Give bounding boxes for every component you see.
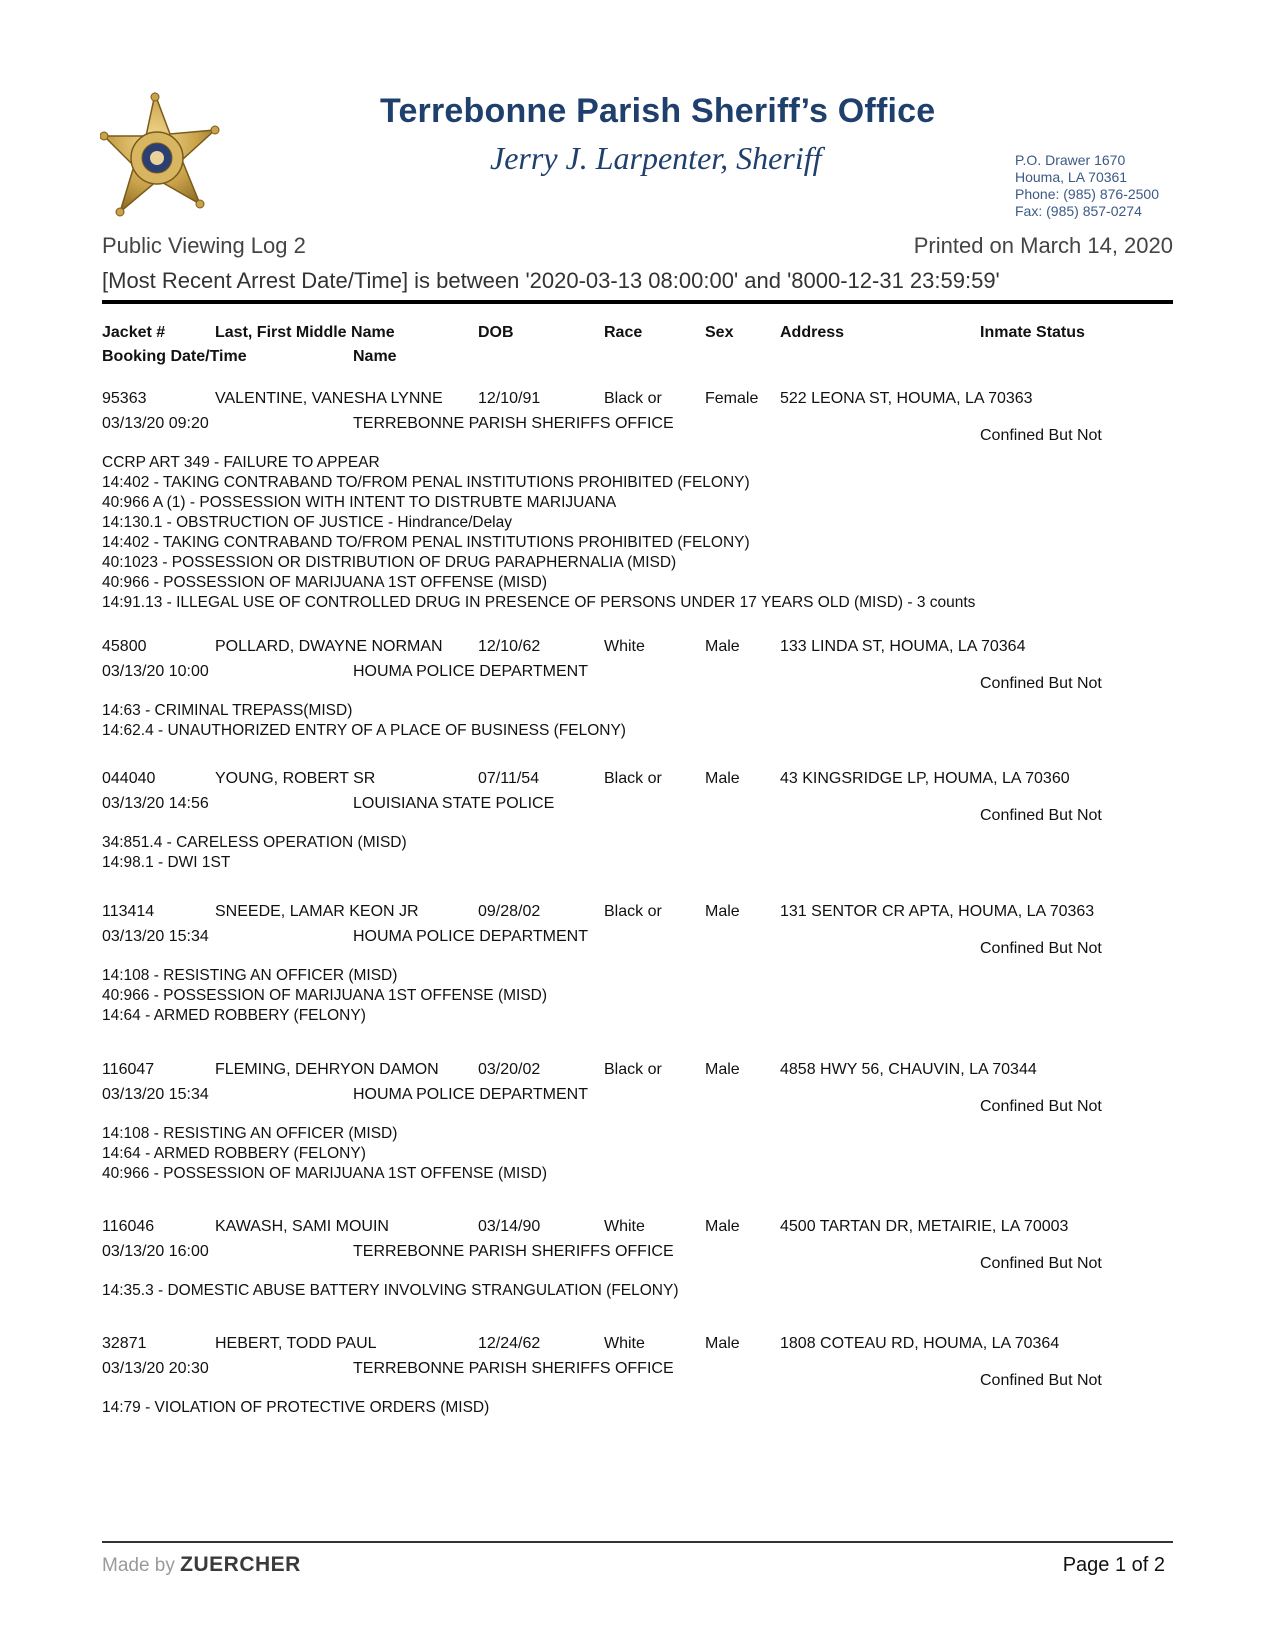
jacket-number: 32871	[102, 1335, 147, 1352]
charge: 40:966 - POSSESSION OF MARIJUANA 1ST OFFENSE (MISD)	[102, 574, 548, 591]
printed-date: Printed on March 14, 2020	[913, 233, 1173, 258]
arresting-agency: LOUISIANA STATE POLICE	[353, 795, 555, 812]
sex: Male	[705, 1218, 740, 1235]
column-header-agency: Name	[353, 348, 397, 365]
contact-line: Phone: (985) 876-2500	[1015, 186, 1159, 202]
jacket-number: 95363	[102, 390, 147, 407]
race: Black or	[604, 770, 662, 787]
booking-datetime: 03/13/20 14:56	[102, 795, 209, 812]
header-divider	[102, 300, 1173, 304]
sex: Male	[705, 638, 740, 655]
footer-divider	[102, 1541, 1173, 1543]
arresting-agency: TERREBONNE PARISH SHERIFFS OFFICE	[353, 1243, 674, 1260]
charge: 14:64 - ARMED ROBBERY (FELONY)	[102, 1145, 366, 1162]
charge: 14:402 - TAKING CONTRABAND TO/FROM PENAL INSTITUTIONS PROHIBITED (FELONY)	[102, 534, 750, 551]
address: 4858 HWY 56, CHAUVIN, LA 70344	[780, 1061, 1037, 1078]
booking-datetime: 03/13/20 10:00	[102, 663, 209, 680]
jacket-number: 45800	[102, 638, 147, 655]
page-number: Page 1 of 2	[1062, 1554, 1165, 1576]
charge: 14:79 - VIOLATION OF PROTECTIVE ORDERS (MISD)	[102, 1399, 490, 1416]
column-header-jacket: Jacket #	[102, 324, 166, 341]
jacket-number: 116046	[102, 1218, 155, 1235]
charge: 14:108 - RESISTING AN OFFICER (MISD)	[102, 967, 398, 984]
charge: 14:63 - CRIMINAL TREPASS(MISD)	[102, 702, 353, 719]
address: 43 KINGSRIDGE LP, HOUMA, LA 70360	[780, 770, 1070, 787]
race: White	[604, 1218, 645, 1235]
sex: Male	[705, 1061, 740, 1078]
contact-line: Fax: (985) 857-0274	[1015, 203, 1142, 219]
inmate-name: KAWASH, SAMI MOUIN	[215, 1218, 389, 1235]
sex: Male	[705, 1335, 740, 1352]
jacket-number: 116047	[102, 1061, 155, 1078]
filter-criteria: [Most Recent Arrest Date/Time] is between '2020-03-13 08:00:00' and '8000-12-31 23:59:59'	[102, 268, 1000, 293]
booking-datetime: 03/13/20 15:34	[102, 1086, 209, 1103]
table-row	[0, 390, 1275, 611]
inmate-status: Confined But Not	[980, 1098, 1102, 1115]
arresting-agency: TERREBONNE PARISH SHERIFFS OFFICE	[353, 1360, 674, 1377]
race: Black or	[604, 1061, 662, 1078]
inmate-name: VALENTINE, VANESHA LYNNE	[215, 390, 443, 407]
dob: 12/24/62	[478, 1335, 541, 1352]
column-header-dob: DOB	[478, 324, 514, 341]
dob: 12/10/62	[478, 638, 541, 655]
table-row	[0, 770, 1275, 920]
dob: 03/14/90	[478, 1218, 541, 1235]
address: 1808 COTEAU RD, HOUMA, LA 70364	[780, 1335, 1060, 1352]
charge: 40:966 - POSSESSION OF MARIJUANA 1ST OFFENSE (MISD)	[102, 987, 548, 1004]
race: Black or	[604, 903, 662, 920]
race: Black or	[604, 390, 662, 407]
contact-line: Houma, LA 70361	[1015, 169, 1128, 185]
inmate-status: Confined But Not	[980, 940, 1102, 957]
inmate-name: YOUNG, ROBERT SR	[215, 770, 376, 787]
charges-list	[102, 833, 407, 873]
column-header-race: Race	[604, 324, 643, 341]
sex: Female	[705, 390, 759, 407]
jacket-number: 044040	[102, 770, 156, 787]
charge: CCRP ART 349 - FAILURE TO APPEAR	[102, 454, 380, 471]
booking-datetime: 03/13/20 16:00	[102, 1243, 209, 1260]
address: 133 LINDA ST, HOUMA, LA 70364	[780, 638, 1026, 655]
inmate-name: SNEEDE, LAMAR KEON JR	[215, 903, 419, 920]
booking-datetime: 03/13/20 15:34	[102, 928, 209, 945]
address: 522 LEONA ST, HOUMA, LA 70363	[780, 390, 1033, 407]
charge: 14:98.1 - DWI 1ST	[102, 854, 231, 871]
column-header-booking: Booking Date/Time	[102, 348, 247, 365]
address: 4500 TARTAN DR, METAIRIE, LA 70003	[780, 1218, 1069, 1235]
sex: Male	[705, 903, 740, 920]
dob: 07/11/54	[478, 770, 540, 787]
table-row	[0, 1061, 1275, 1211]
dob: 03/20/02	[478, 1061, 541, 1078]
made-by-prefix: Made by	[102, 1555, 175, 1576]
table-row	[0, 638, 1275, 788]
table-row	[0, 1335, 1275, 1485]
race: White	[604, 1335, 645, 1352]
inmate-status: Confined But Not	[980, 1372, 1102, 1389]
charge: 14:62.4 - UNAUTHORIZED ENTRY OF A PLACE OF BUSINESS (FELONY)	[102, 722, 626, 739]
charges-list	[102, 1398, 489, 1418]
contact-line: P.O. Drawer 1670	[1015, 152, 1126, 168]
charge: 40:1023 - POSSESSION OR DISTRIBUTION OF DRUG PARAPHERNALIA (MISD)	[102, 554, 677, 571]
booking-datetime: 03/13/20 20:30	[102, 1360, 209, 1377]
arresting-agency: TERREBONNE PARISH SHERIFFS OFFICE	[353, 415, 674, 432]
charge: 14:91.13 - ILLEGAL USE OF CONTROLLED DRUG IN PRESENCE OF PERSONS UNDER 17 YEARS OLD (MISD) - 3 counts	[102, 594, 976, 611]
log-title: Public Viewing Log 2	[102, 233, 306, 258]
charge: 14:35.3 - DOMESTIC ABUSE BATTERY INVOLVING STRANGULATION (FELONY)	[102, 1282, 679, 1299]
charge: 34:851.4 - CARELESS OPERATION (MISD)	[102, 834, 407, 851]
inmate-status: Confined But Not	[980, 427, 1102, 444]
inmate-status: Confined But Not	[980, 1255, 1102, 1272]
race: White	[604, 638, 645, 655]
sheriff-star-badge-icon	[100, 92, 225, 232]
charge: 14:130.1 - OBSTRUCTION OF JUSTICE - Hindrance/Delay	[102, 514, 513, 531]
charge: 14:108 - RESISTING AN OFFICER (MISD)	[102, 1125, 398, 1142]
charges-list	[102, 701, 626, 741]
arresting-agency: HOUMA POLICE DEPARTMENT	[353, 1086, 588, 1103]
charges-list	[102, 453, 975, 613]
inmate-status: Confined But Not	[980, 807, 1102, 824]
inmate-name: POLLARD, DWAYNE NORMAN	[215, 638, 443, 655]
organization-name: Terrebonne Parish Sheriff’s Office	[380, 92, 936, 130]
column-header-sex: Sex	[705, 324, 734, 341]
arresting-agency: HOUMA POLICE DEPARTMENT	[353, 663, 588, 680]
zuercher-logo: ZUERCHER	[180, 1553, 301, 1576]
arresting-agency: HOUMA POLICE DEPARTMENT	[353, 928, 588, 945]
column-header-name: Last, First Middle Name	[215, 324, 395, 341]
dob: 12/10/91	[478, 390, 541, 407]
inmate-name: HEBERT, TODD PAUL	[215, 1335, 377, 1352]
charge: 40:966 - POSSESSION OF MARIJUANA 1ST OFFENSE (MISD)	[102, 1165, 548, 1182]
inmate-status: Confined But Not	[980, 675, 1102, 692]
charge: 14:402 - TAKING CONTRABAND TO/FROM PENAL INSTITUTIONS PROHIBITED (FELONY)	[102, 474, 750, 491]
dob: 09/28/02	[478, 903, 541, 920]
charge: 40:966 A (1) - POSSESSION WITH INTENT TO DISTRUBTE MARIJUANA	[102, 494, 617, 511]
column-header-address: Address	[780, 324, 845, 341]
booking-datetime: 03/13/20 09:20	[102, 415, 209, 432]
inmate-name: FLEMING, DEHRYON DAMON	[215, 1061, 439, 1078]
charges-list	[102, 966, 547, 1026]
charge: 14:64 - ARMED ROBBERY (FELONY)	[102, 1007, 366, 1024]
charges-list	[102, 1124, 547, 1184]
charges-list	[102, 1281, 679, 1301]
address: 131 SENTOR CR APTA, HOUMA, LA 70363	[780, 903, 1095, 920]
table-row	[0, 903, 1275, 1053]
sheriff-name: Jerry J. Larpenter, Sheriff	[490, 140, 822, 176]
column-header-status: Inmate Status	[980, 324, 1085, 341]
jacket-number: 113414	[102, 903, 155, 920]
sex: Male	[705, 770, 740, 787]
made-by-credit	[102, 1553, 301, 1577]
